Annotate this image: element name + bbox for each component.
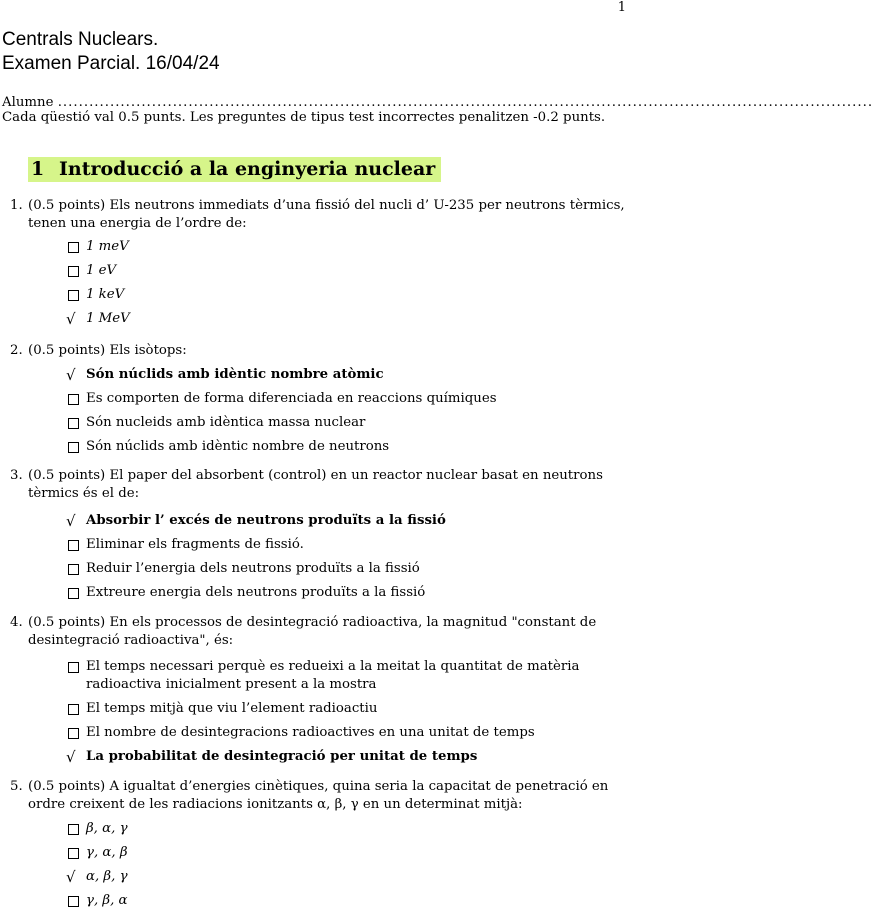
checkbox-icon bbox=[68, 584, 82, 605]
option[interactable] bbox=[68, 262, 626, 280]
checkbox-icon bbox=[68, 658, 82, 679]
option[interactable] bbox=[68, 390, 626, 408]
question-text: (0.5 points) En els processos de desintegració radioactiva, la magnitud "constant de desintegració radioactiva", és: bbox=[28, 615, 597, 648]
option-correct[interactable] bbox=[68, 310, 626, 328]
student-label: Alumne bbox=[2, 95, 54, 110]
checkbox-icon bbox=[68, 438, 82, 459]
title-line-1: Centrals Nuclears. bbox=[2, 29, 159, 50]
question-number: 1. bbox=[10, 198, 23, 213]
checkbox-icon bbox=[68, 724, 82, 745]
option-text: Reduir l’energia dels neutrons produïts a la fissió bbox=[86, 561, 420, 576]
question-number: 3. bbox=[10, 468, 23, 483]
exam-title bbox=[2, 28, 220, 76]
question bbox=[10, 467, 628, 503]
option[interactable] bbox=[68, 820, 626, 838]
option-text: γ, α, β bbox=[86, 845, 128, 860]
option[interactable] bbox=[68, 584, 626, 602]
section-number: 1 bbox=[31, 158, 45, 180]
question-number: 4. bbox=[10, 615, 23, 630]
checkbox-icon bbox=[68, 820, 82, 841]
option-correct[interactable] bbox=[68, 366, 626, 384]
option[interactable] bbox=[68, 844, 626, 862]
option[interactable] bbox=[68, 438, 626, 456]
student-line bbox=[2, 95, 873, 110]
section-title: Introducció a la enginyeria nuclear bbox=[59, 158, 436, 180]
option[interactable] bbox=[68, 700, 626, 718]
option-text: Són núclids amb idèntic nombre atòmic bbox=[86, 367, 384, 382]
page-number: 1 bbox=[617, 0, 626, 15]
option[interactable] bbox=[68, 560, 626, 578]
title-line-2: Examen Parcial. 16/04/24 bbox=[2, 53, 220, 74]
option[interactable] bbox=[68, 536, 626, 554]
option-text: Extreure energia dels neutrons produïts a la fissió bbox=[86, 585, 426, 600]
checkbox-icon bbox=[68, 390, 82, 411]
option-text: Són nucleids amb idèntica massa nuclear bbox=[86, 415, 366, 430]
question-number: 2. bbox=[10, 343, 23, 358]
option-text: El nombre de desintegracions radioactives en una unitat de temps bbox=[86, 725, 535, 740]
option-text: Eliminar els fragments de fissió. bbox=[86, 537, 304, 552]
option-text: γ, β, α bbox=[86, 893, 128, 908]
question bbox=[10, 197, 628, 233]
option-text: 1 eV bbox=[86, 263, 117, 278]
checkmark-icon: √ bbox=[66, 512, 76, 530]
option-correct[interactable] bbox=[68, 512, 626, 530]
option-text: β, α, γ bbox=[86, 821, 128, 836]
option[interactable] bbox=[68, 238, 626, 256]
option-text: La probabilitat de desintegració per unitat de temps bbox=[86, 749, 478, 764]
checkbox-icon bbox=[68, 536, 82, 557]
option[interactable] bbox=[68, 724, 626, 742]
checkbox-icon bbox=[68, 892, 82, 913]
option-text: 1 keV bbox=[86, 287, 125, 302]
option-text: α, β, γ bbox=[86, 869, 128, 884]
option-text: El temps mitjà que viu l’element radioactiu bbox=[86, 701, 378, 716]
question bbox=[10, 614, 628, 650]
option[interactable] bbox=[68, 658, 626, 694]
checkbox-icon bbox=[68, 286, 82, 307]
question-text: (0.5 points) Els isòtops: bbox=[28, 343, 187, 358]
option-text: El temps necessari perquè es redueixi a la meitat la quantitat de matèria radioactiva inicialment present a la mostra bbox=[86, 659, 580, 692]
option[interactable] bbox=[68, 414, 626, 432]
option[interactable] bbox=[68, 286, 626, 304]
checkbox-icon bbox=[68, 700, 82, 721]
question-text: (0.5 points) Els neutrons immediats d’una fissió del nucli d’ U-235 per neutrons tèrmics, tenen una energia de l’ordre de: bbox=[28, 198, 625, 231]
checkbox-icon bbox=[68, 560, 82, 581]
checkbox-icon bbox=[68, 238, 82, 259]
option-correct[interactable] bbox=[68, 748, 626, 766]
question bbox=[10, 342, 628, 360]
student-name-field[interactable]: ............................................................................................................................................................ bbox=[57, 95, 873, 110]
option-text: Són núclids amb idèntic nombre de neutrons bbox=[86, 439, 390, 454]
option[interactable] bbox=[68, 892, 626, 910]
option-text: 1 MeV bbox=[86, 311, 130, 326]
option-text: Absorbir l’ excés de neutrons produïts a la fissió bbox=[86, 513, 446, 528]
checkbox-icon bbox=[68, 844, 82, 865]
question bbox=[10, 778, 628, 814]
rules-text: Cada qüestió val 0.5 punts. Les preguntes de tipus test incorrectes penalitzen -0.2 punts. bbox=[2, 110, 606, 125]
checkbox-icon bbox=[68, 262, 82, 283]
checkmark-icon: √ bbox=[66, 366, 76, 384]
checkbox-icon bbox=[68, 414, 82, 435]
checkmark-icon: √ bbox=[66, 868, 76, 886]
question-text: (0.5 points) A igualtat d’energies cinètiques, quina seria la capacitat de penetració en ordre creixent de les radiacions ionitzants α, β, γ en un determinat mitjà: bbox=[28, 779, 609, 812]
option-correct[interactable] bbox=[68, 868, 626, 886]
checkmark-icon: √ bbox=[66, 310, 76, 328]
section-heading bbox=[28, 157, 441, 182]
checkmark-icon: √ bbox=[66, 748, 76, 766]
option-text: Es comporten de forma diferenciada en reaccions químiques bbox=[86, 391, 497, 406]
question-number: 5. bbox=[10, 779, 23, 794]
option-text: 1 meV bbox=[86, 239, 129, 254]
question-text: (0.5 points) El paper del absorbent (control) en un reactor nuclear basat en neutrons tèrmics és el de: bbox=[28, 468, 603, 501]
